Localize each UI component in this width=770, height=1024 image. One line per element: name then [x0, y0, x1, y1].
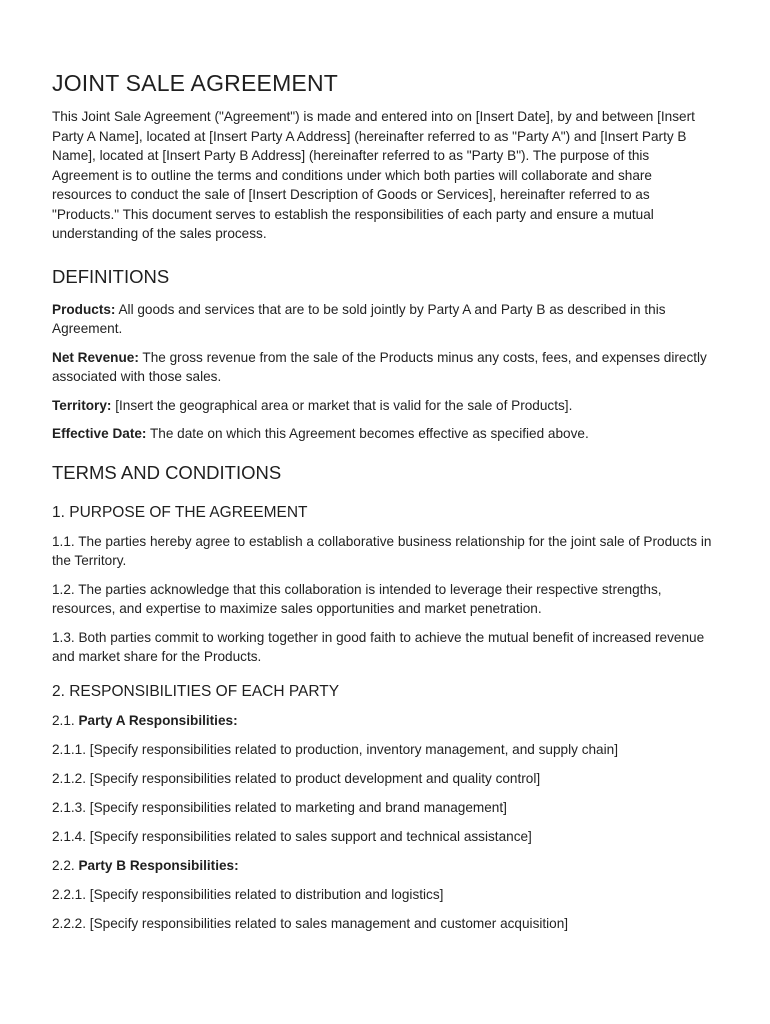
intro-paragraph: This Joint Sale Agreement ("Agreement") is made and entered into on [Insert Date], by and between [Insert Party A Name], located at [Insert Party A Address] (hereinafter referred to as "Party A") and [Insert Party B Name], located at [Insert Party B Address] (hereinafter referred to as "Party B"). The purpose of this Agreement is to outline the terms and conditions under which both parties will collaborate and share resources to conduct the sale of [Insert Description of Goods or Services], hereinafter referred to as "Products." This document serves to establish the responsibilities of each party and ensure a mutual understanding of the sales process.	[52, 109, 695, 241]
party-a-item: 2.1.2. [Specify responsibilities related to product development and quality control]	[52, 770, 541, 786]
section-1-heading: 1. PURPOSE OF THE AGREEMENT	[52, 503, 308, 521]
party-a-number: 2.1.	[52, 712, 75, 728]
party-a-heading	[52, 711, 714, 731]
definition-term: Net Revenue:	[52, 349, 139, 365]
party-a-item: 2.1.1. [Specify responsibilities related to production, inventory management, and supply chain]	[52, 741, 618, 757]
definition-term: Products:	[52, 301, 116, 317]
party-a-label: Party A Responsibilities:	[78, 712, 238, 728]
party-b-label: Party B Responsibilities:	[78, 857, 239, 873]
clause-1-2: 1.2. The parties acknowledge that this collaboration is intended to leverage their respective strengths, resources, and expertise to maximize sales opportunities and market penetration.	[52, 581, 662, 616]
document-title: JOINT SALE AGREEMENT	[52, 70, 339, 96]
definitions-heading: DEFINITIONS	[52, 265, 170, 287]
party-b-number: 2.2.	[52, 857, 75, 873]
party-a-item: 2.1.3. [Specify responsibilities related to marketing and brand management]	[52, 799, 507, 815]
party-b-item: 2.2.2. [Specify responsibilities related to sales management and customer acquisition]	[52, 915, 569, 931]
clause-1-3: 1.3. Both parties commit to working together in good faith to achieve the mutual benefit of increased revenue and market share for the Products.	[52, 629, 705, 664]
clause-1-1: 1.1. The parties hereby agree to establish a collaborative business relationship for the joint sale of Products in the Territory.	[52, 533, 712, 568]
definition-text: All goods and services that are to be sold jointly by Party A and Party B as described in this Agreement.	[52, 301, 666, 336]
section-2-heading: 2. RESPONSIBILITIES OF EACH PARTY	[52, 682, 340, 700]
party-b-item: 2.2.1. [Specify responsibilities related to distribution and logistics]	[52, 886, 444, 902]
definition-item	[52, 396, 714, 416]
definition-text: [Insert the geographical area or market that is valid for the sale of Products].	[115, 397, 573, 413]
definition-item	[52, 300, 714, 339]
definition-text: The gross revenue from the sale of the Products minus any costs, fees, and expenses directly associated with those sales.	[52, 349, 707, 384]
party-a-item: 2.1.4. [Specify responsibilities related to sales support and technical assistance]	[52, 828, 532, 844]
party-b-heading	[52, 856, 714, 876]
definition-item	[52, 348, 714, 387]
definition-term: Territory:	[52, 397, 112, 413]
definition-item	[52, 424, 714, 444]
definition-term: Effective Date:	[52, 426, 147, 441]
terms-heading: TERMS AND CONDITIONS	[52, 461, 282, 483]
definition-text: The date on which this Agreement becomes effective as specified above.	[149, 426, 589, 441]
